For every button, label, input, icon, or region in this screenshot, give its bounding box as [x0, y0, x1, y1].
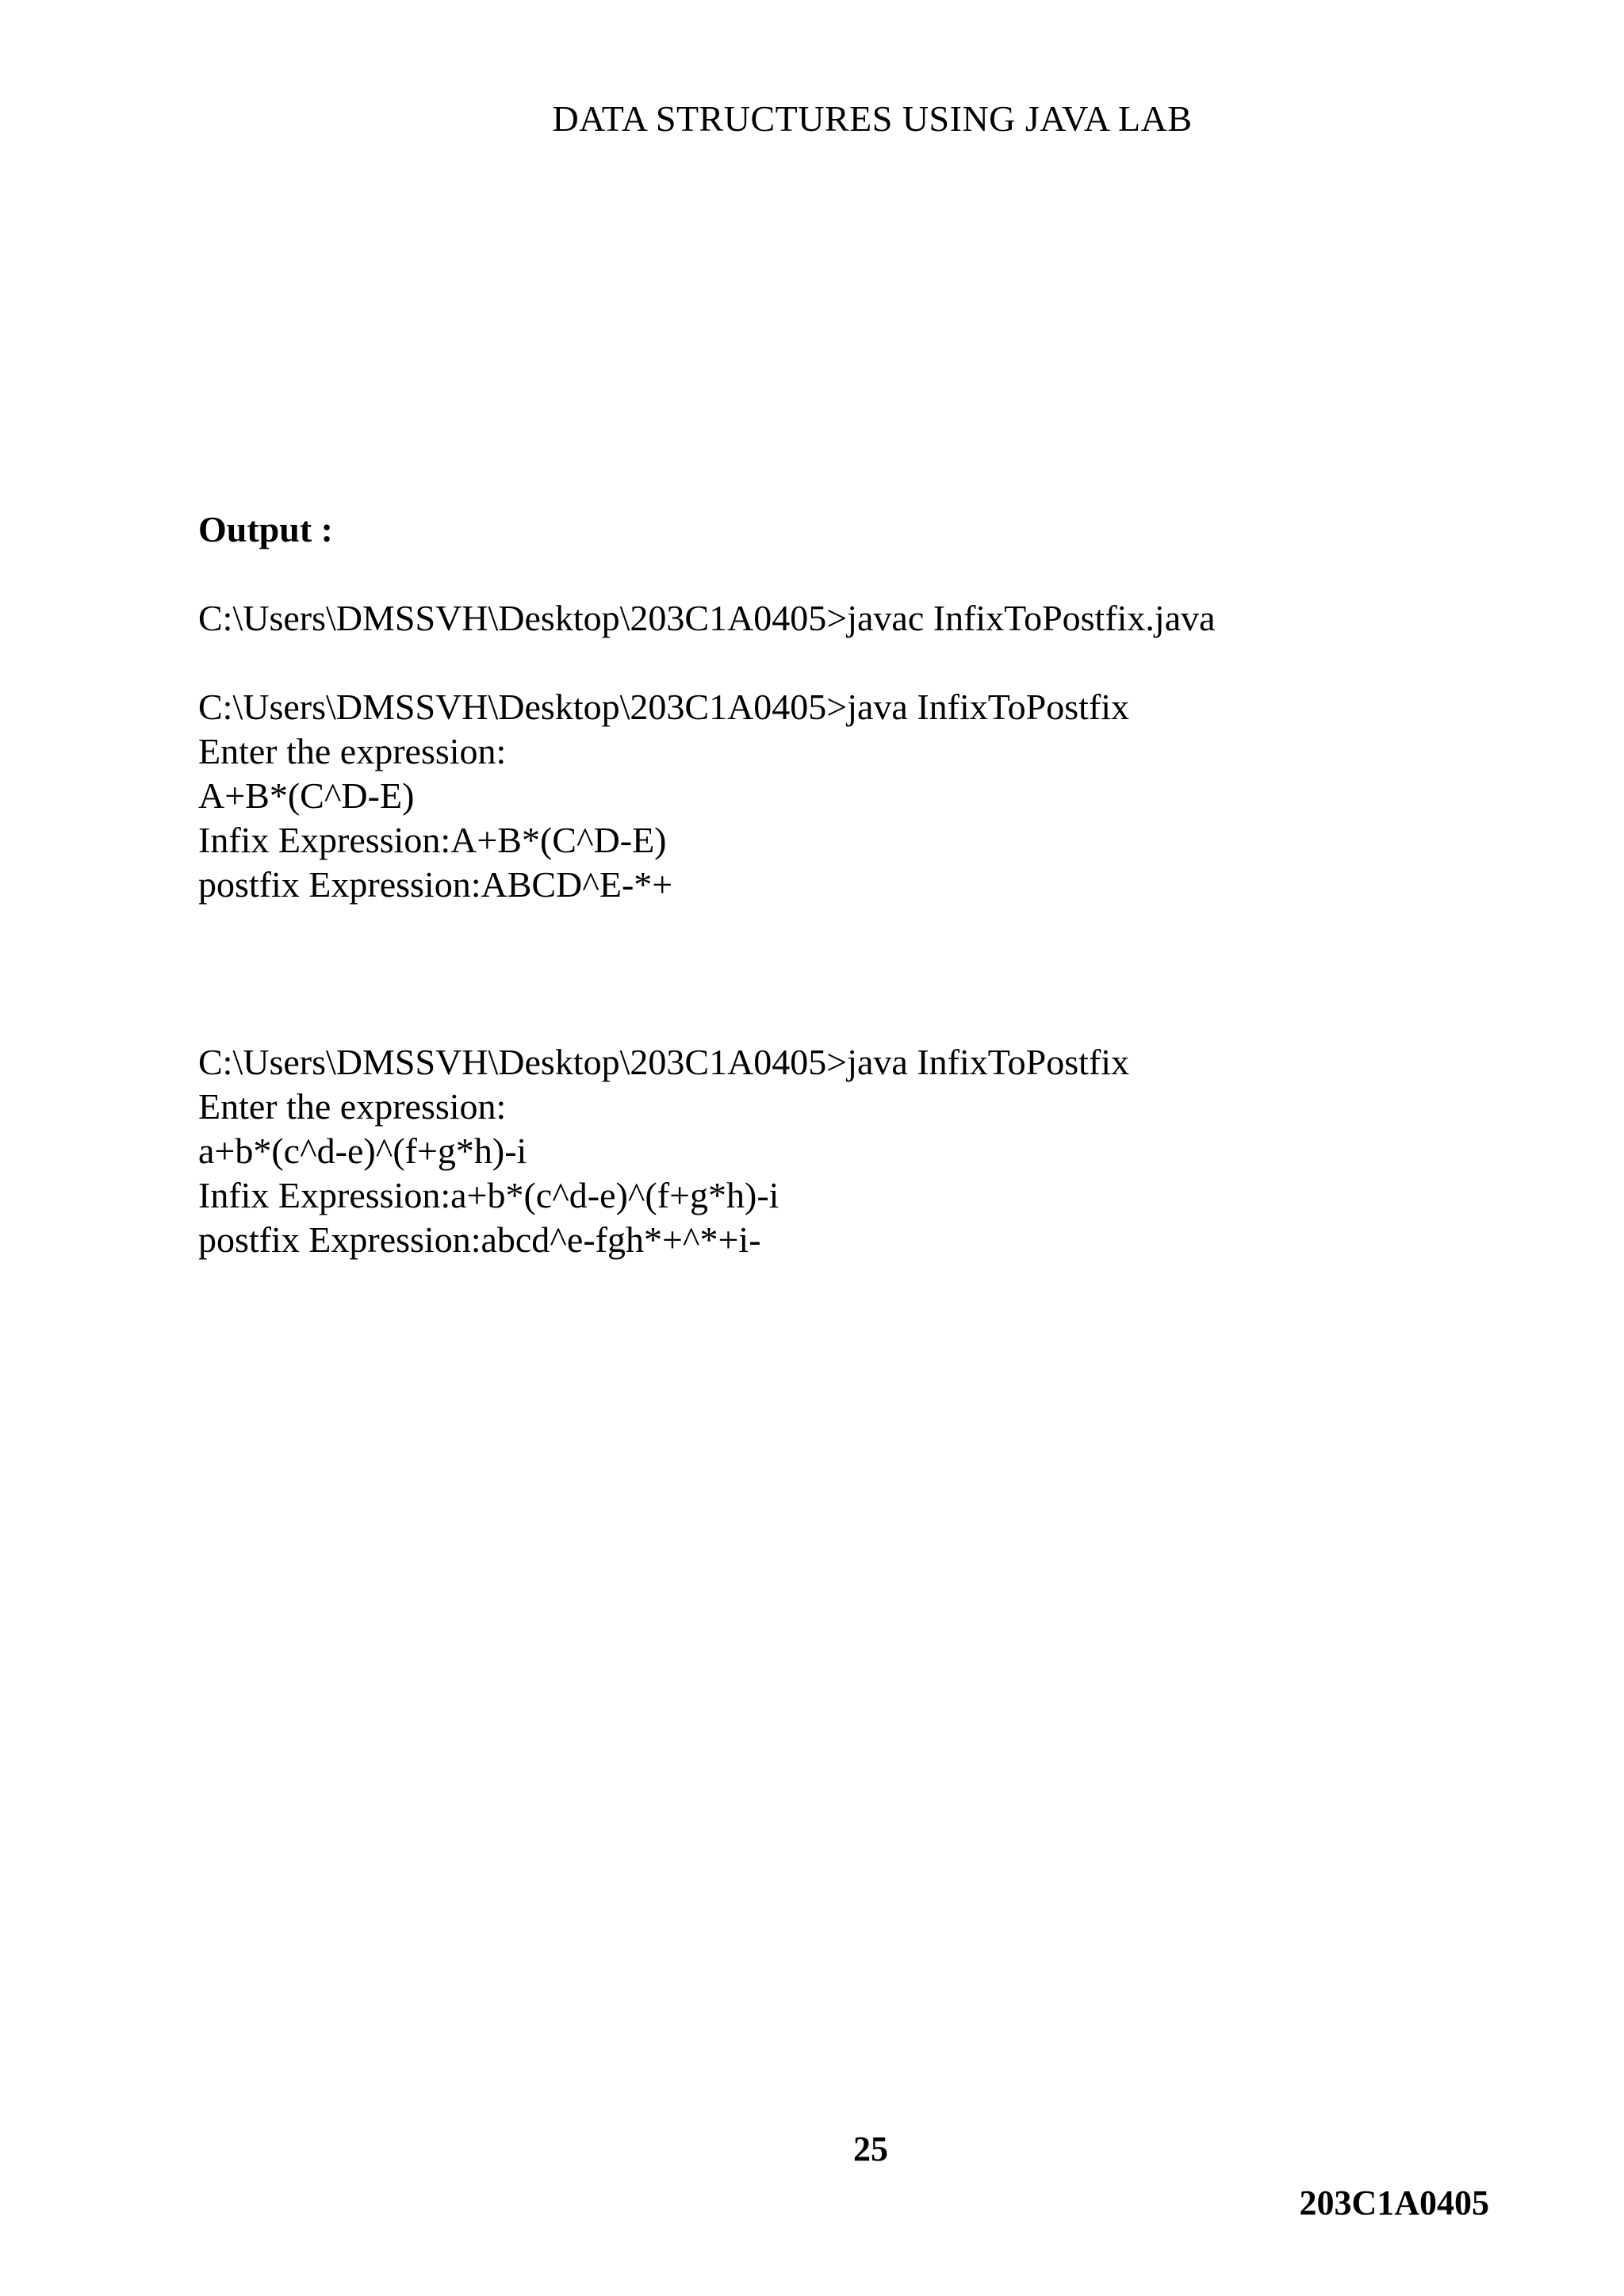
input-prompt-line: Enter the expression: [198, 731, 507, 771]
run-output-block-2 [198, 1040, 1129, 1262]
infix-result-line: Infix Expression:A+B*(C^D-E) [198, 820, 667, 860]
output-heading: Output : [198, 509, 333, 549]
postfix-result-line: postfix Expression:abcd^e-fgh*+^*+i- [198, 1219, 761, 1260]
user-input-line: a+b*(c^d-e)^(f+g*h)-i [198, 1131, 527, 1171]
infix-result-line: Infix Expression:a+b*(c^d-e)^(f+g*h)-i [198, 1175, 779, 1215]
compile-output-block [198, 596, 1216, 641]
input-prompt-line: Enter the expression: [198, 1086, 507, 1127]
user-input-line: A+B*(C^D-E) [198, 775, 415, 816]
page-header: DATA STRUCTURES USING JAVA LAB [552, 98, 1193, 139]
compile-command-line: C:\Users\DMSSVH\Desktop\203C1A0405>javac InfixToPostfix.java [198, 598, 1216, 638]
run-output-block-1 [198, 685, 1129, 907]
postfix-result-line: postfix Expression:ABCD^E-*+ [198, 864, 673, 905]
run-command-line: C:\Users\DMSSVH\Desktop\203C1A0405>java InfixToPostfix [198, 687, 1130, 727]
page-number: 25 [853, 2130, 888, 2168]
run-command-line: C:\Users\DMSSVH\Desktop\203C1A0405>java InfixToPostfix [198, 1042, 1130, 1082]
roll-number: 203C1A0405 [1299, 2183, 1489, 2222]
